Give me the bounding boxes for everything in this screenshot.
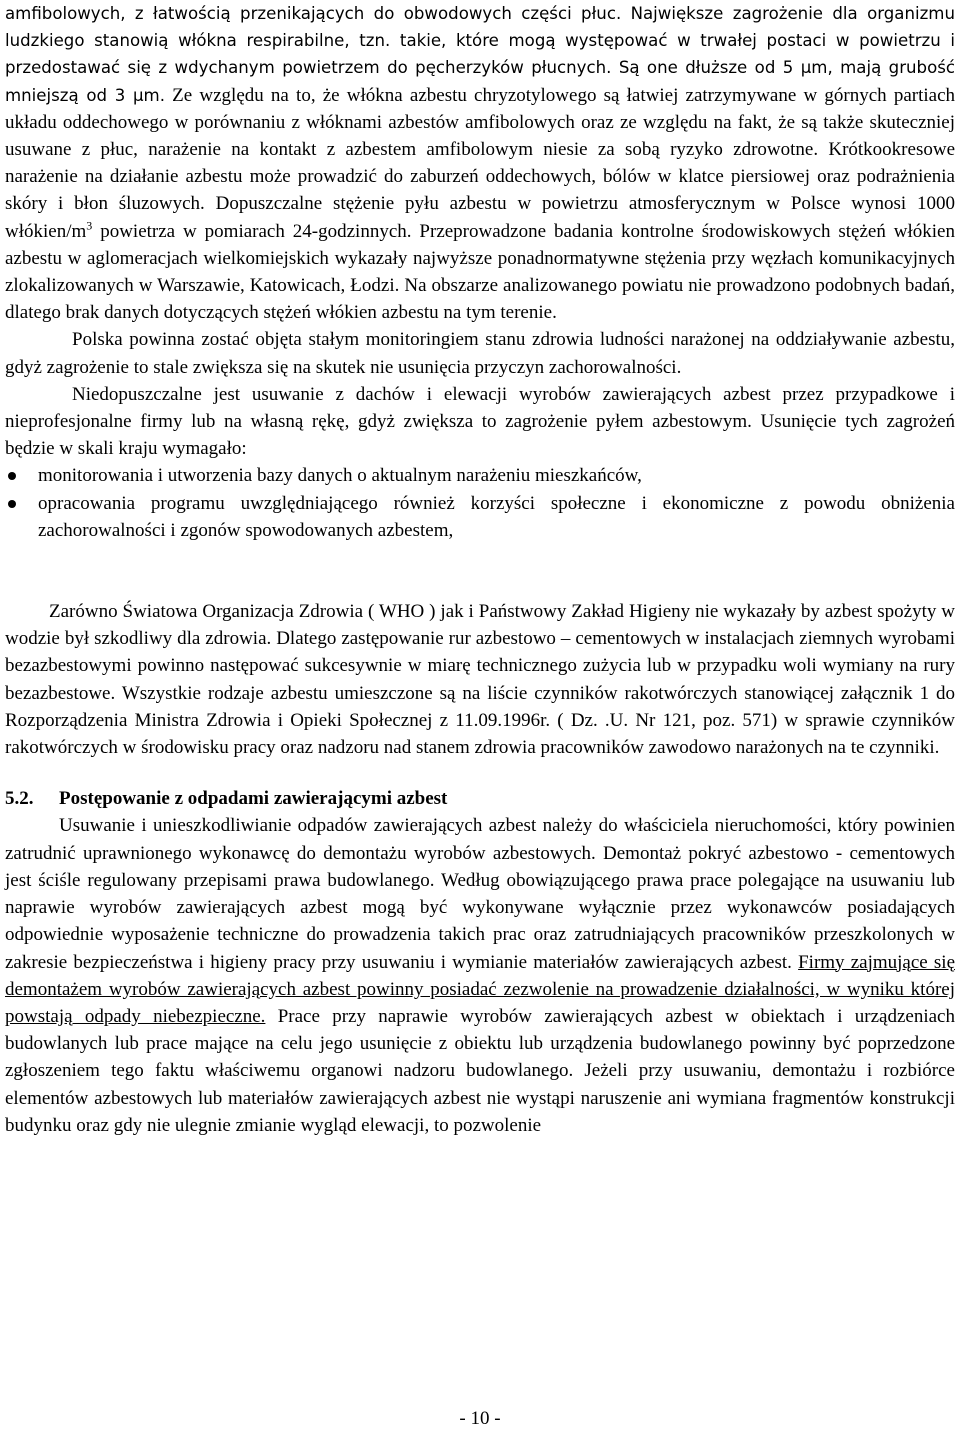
list-item-text: opracowania programu uwzględniającego również korzyści społeczne i ekonomiczne z powodu obniżenia zachorowalności i zgonów spowodowanych azbestem,: [38, 492, 955, 541]
paragraph-text: Dopuszczalne stężenie pyłu azbestu w powietrzu atmosferycznym w Polsce wynosi 1000 włókien/m: [5, 193, 956, 242]
section-number: 5.2.: [5, 788, 34, 810]
section-title: Postępowanie z odpadami zawierającymi azbest: [59, 788, 448, 810]
paragraph-monitoring: Polska powinna zostać objęta stałym monitoringiem stanu zdrowia ludności narażonej na oddziaływanie azbestu, gdyż zagrożenie to stale zwiększa się na skutek nie usunięcia przyczyn zachorowalności.: [5, 329, 955, 378]
superscript-exponent: 3: [86, 218, 93, 233]
paragraph-text: Usuwanie i unieszkodliwianie odpadów zawierających azbest należy do właściciela nieruchomości, który powinien zatrudnić uprawnionego wykonawcę do demontażu wyrobów azbestowych. Demontaż pokryć azbestowo - cementowych jest ściśle regulowany przepisami prawa budowlanego. Według obowiązującego prawa prace polegające na usuwaniu lub naprawie wyrobów zawierających azbest mogą być wykonywane wyłącznie przez wykonawców posiadających odpowiednie wyposażenie techniczne do prowadzenia takich prac oraz zatrudniających pracowników przeszkolonych w zakresie bezpieczeństwa i higieny pracy przy usuwaniu i wymianie materiałów zawierających azbest.: [5, 815, 955, 973]
paragraph-asbestos-health: [5, 0, 955, 326]
underlined-text: Firmy zajmujące się demontażem wyrobów zawierających azbest powinny posiadać zezwolenie na prowadzenie działalności, w wyniku której powstają odpady niebezpieczne.: [5, 951, 955, 1027]
document-page: [5, 0, 955, 1139]
bullet-icon: [8, 500, 16, 508]
spacer: [5, 761, 955, 785]
paragraph-text: powietrza w pomiarach 24-godzinnych. Przeprowadzone badania kontrolne środowiskowych stężeń włókien azbestu w aglomeracjach wielkomiejskich wykazały najwyższe ponadnormatywne stężenia przy węzłach komunikacyjnych zlokalizowanych w Warszawie, Katowicach, Łodzi. Na obszarze analizowanego powiatu nie prowadzono podobnych badań, dlatego brak danych dotyczących stężeń włókien azbestu na tym terenie.: [5, 220, 955, 324]
paragraph-waste-handling: [5, 812, 955, 1138]
requirements-list: [5, 462, 955, 544]
list-item: [5, 462, 955, 489]
page-number: - 10 -: [459, 1408, 501, 1429]
paragraph-text: Prace przy naprawie wyrobów zawierających azbest w obiektach i urządzeniach budowlanych lub prace mające na celu jego usunięcie z obiektu lub urządzenia budowlanego powinny być poprzedzone zgłoszeniem tego faktu właściwemu organowi nadzoru budowlanego. Jeżeli przy usuwaniu, demontażu i rozbiórce elementów azbestowych lub materiałów zawierających azbest nie wystąpi naruszenie ani wymiana fragmentów konstrukcji budynku oraz gdy nie ulegnie zmianie wygląd elewacji, to pozwolenie: [5, 1005, 955, 1136]
bullet-icon: [8, 472, 16, 480]
list-item-text: monitorowania i utworzenia bazy danych o aktualnym narażeniu mieszkańców,: [38, 465, 642, 487]
paragraph-text: amfibolowych, z łatwością przenikających do obwodowych części płuc. Największe zagrożenie dla organizmu ludzkiego stanowią włókna respirabilne, tzn. takie, które mogą występować w trwałej postaci w powietrzu i przedostawać się z wdychanym powietrzem do pęcherzyków płucnych. Są one dłuższe od 5 µm, mają grubość mniejszą od 3 µm.: [5, 4, 955, 105]
paragraph-text: Ze względu na to, że włókna azbestu chryzotylowego są łatwiej zatrzymywane w górnych partiach układu oddechowego w porównaniu z włóknami azbestów amfibolowych oraz ze względu na fakt, że są także skuteczniej usuwane z płuc, narażenie na kontakt z azbestem amfibolowym niesie za sobą ryzyko zdrowotne. Krótkookresowe narażenie na działanie azbestu może prowadzić do zaburzeń oddechowych, bólów w klatce piersiowej oraz podrażnienia skóry i błon śluzowych.: [5, 84, 956, 215]
paragraph-removal-risk: Niedopuszczalne jest usuwanie z dachów i elewacji wyrobów zawierających azbest przez przypadkowe i nieprofesjonalne firmy lub na własną rękę, gdyż zwiększa to zagrożenie pyłem azbestowym. Usunięcie tych zagrożeń będzie w skali kraju wymagało:: [5, 383, 955, 460]
paragraph-who: Zarówno Światowa Organizacja Zdrowia ( WHO ) jak i Państwowy Zakład Higieny nie wykazały by azbest spożyty w wodzie był szkodliwy dla zdrowia. Dlatego zastępowanie rur azbestowo – cementowych w instalacjach ziemnych wyrobami bezazbestowymi powinno następować sukcesywnie w miarę technicznego zużycia lub w przypadku woli wymiany na rury bezazbestowe. Wszystkie rodzaje azbestu umieszczone są na liście czynników rakotwórczych stanowiącej załącznik 1 do Rozporządzenia Ministra Zdrowia i Opieki Społecznej z 11.09.1996r. ( Dz. .U. Nr 121, poz. 571) w sprawie czynników rakotwórczych w środowisku pracy oraz nadzoru nad stanem zdrowia pracowników zawodowo narażonych na te czynniki.: [5, 601, 955, 759]
section-heading: [5, 785, 955, 812]
list-item: [5, 490, 955, 544]
spacer: [5, 544, 955, 598]
